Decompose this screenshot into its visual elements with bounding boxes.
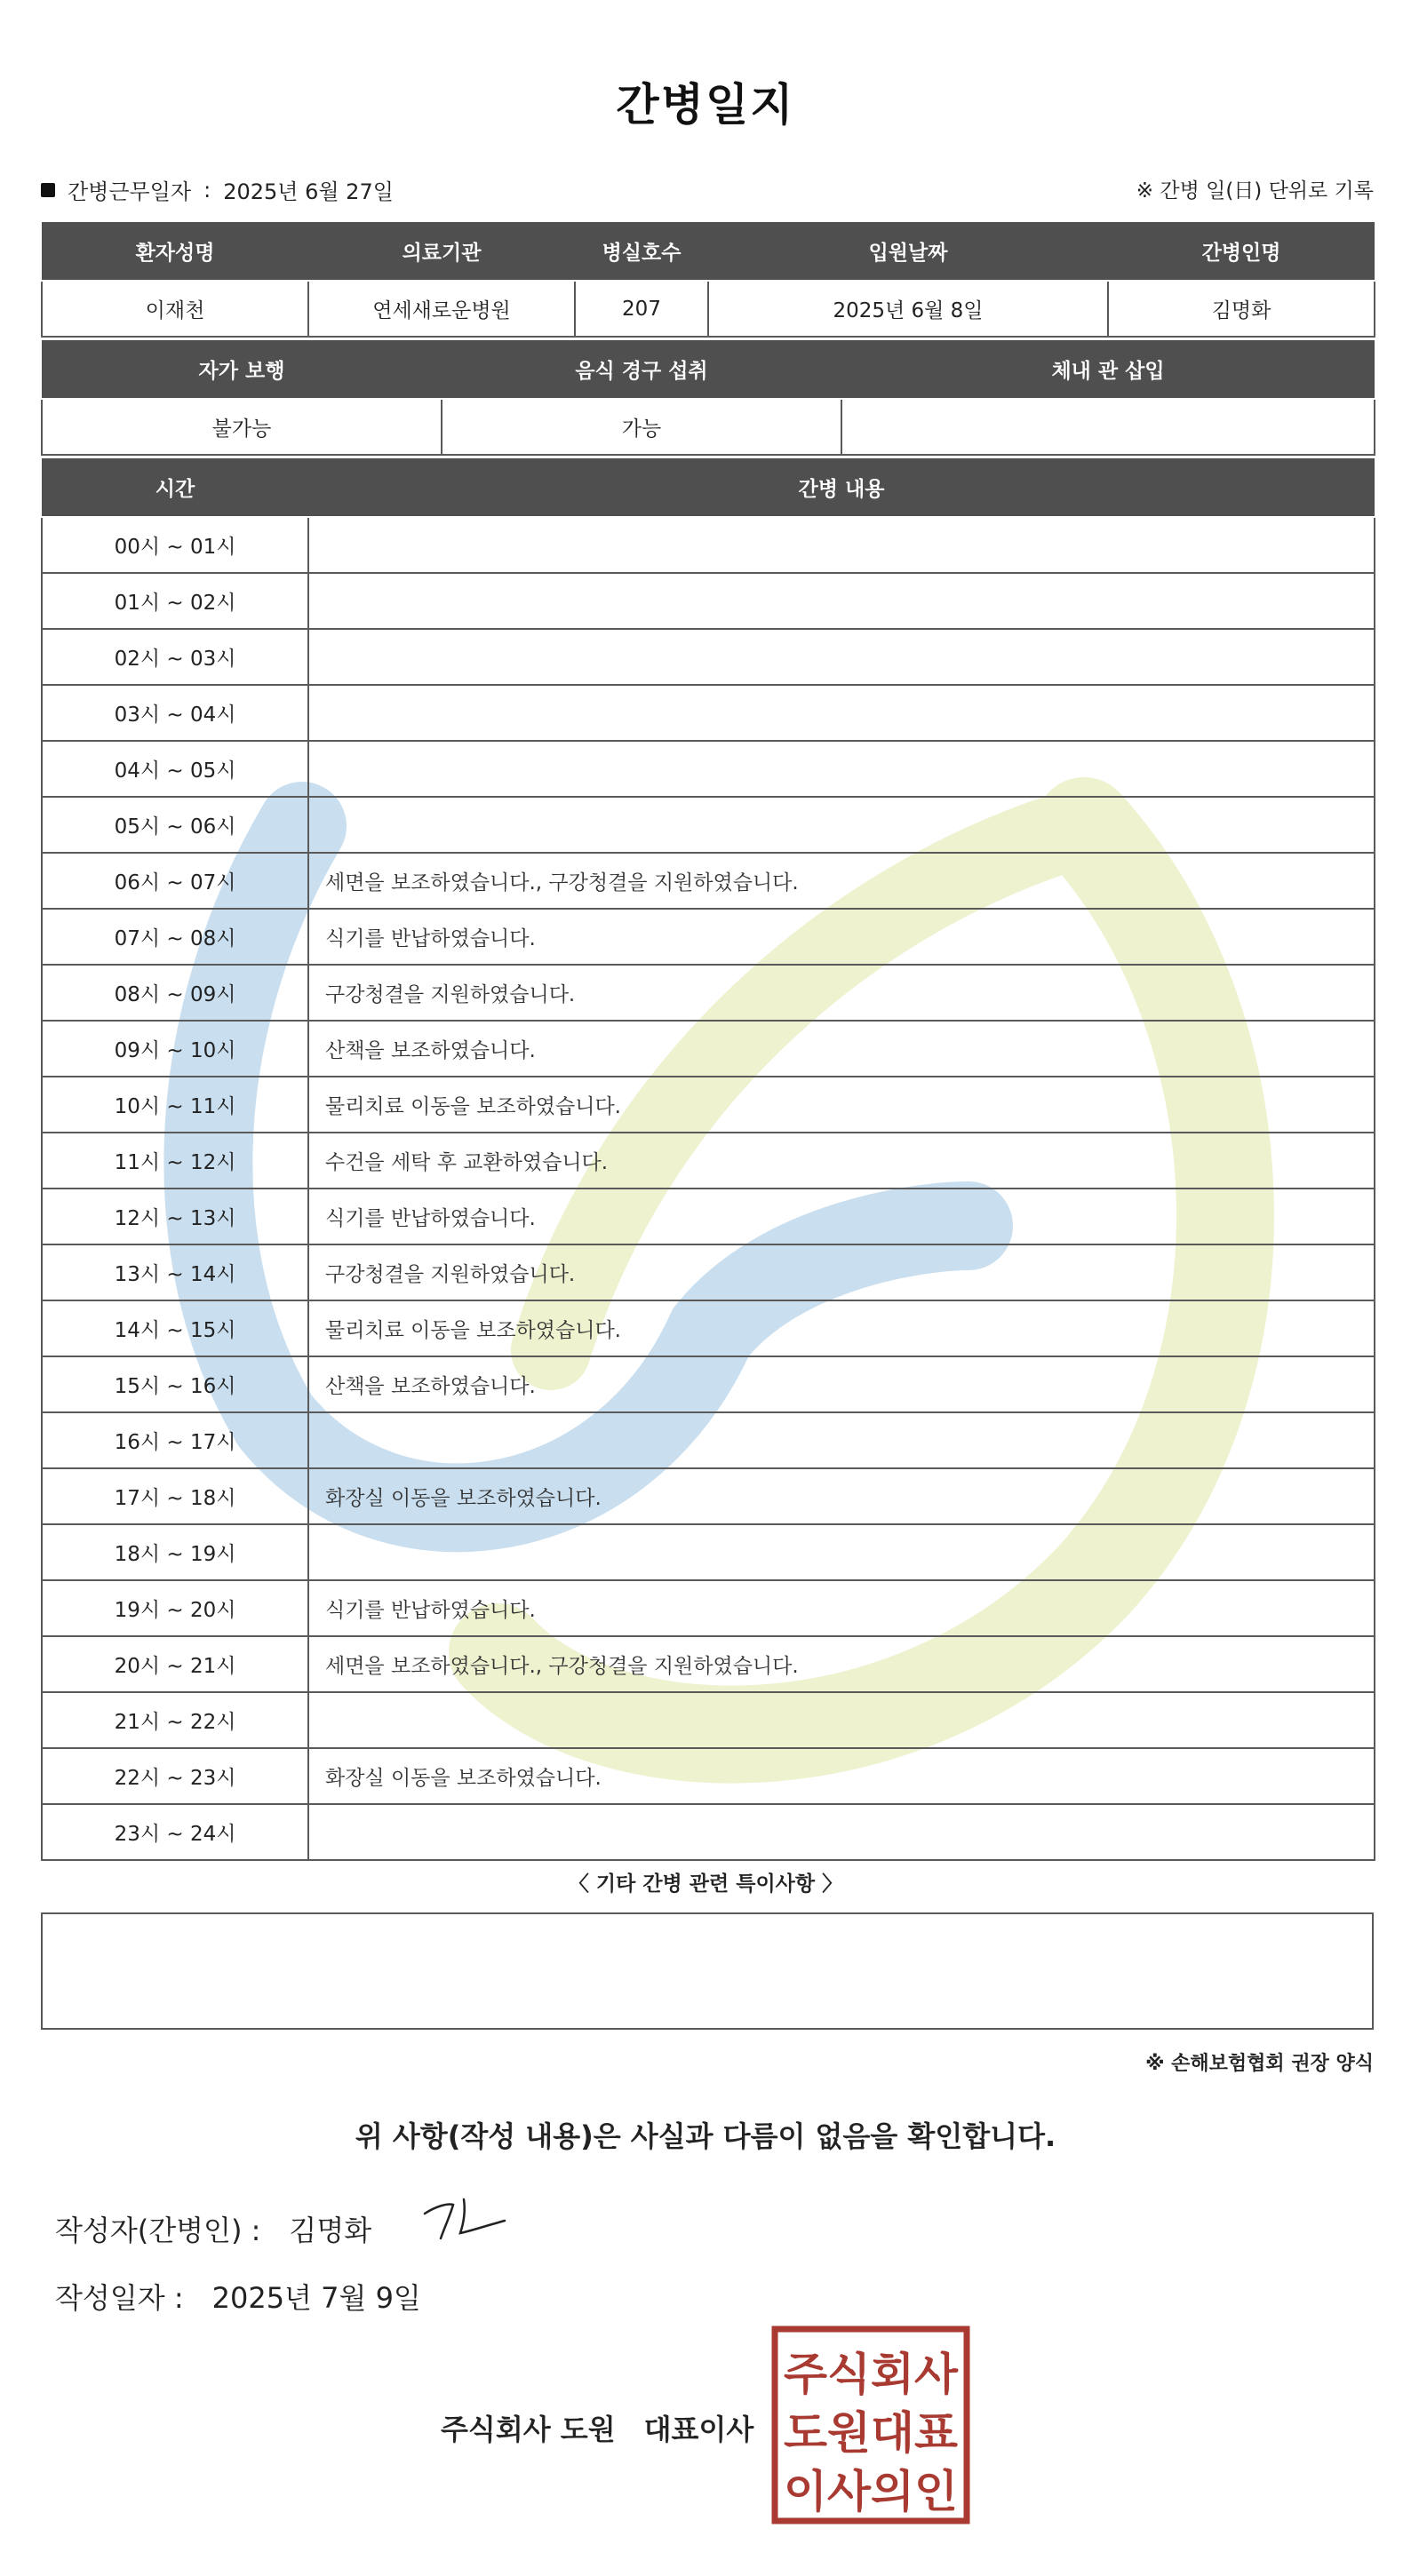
date-value: 2025년 7월 9일	[211, 2281, 421, 2315]
header-patient-name: 환자성명	[42, 221, 308, 281]
admission-date: 2025년 6월 8일	[708, 281, 1108, 337]
header-caregiver: 간병인명	[1108, 221, 1375, 281]
log-row	[42, 629, 1375, 685]
header-room: 병실호수	[575, 221, 708, 281]
log-row	[42, 1524, 1375, 1580]
log-content	[308, 1524, 1375, 1580]
work-date-value: 2025년 6월 27일	[223, 179, 394, 204]
log-content	[308, 573, 1375, 629]
log-content: 산책을 보조하였습니다.	[308, 1021, 1375, 1077]
writer-name: 김명화	[289, 2214, 372, 2247]
written-date-line	[55, 2276, 421, 2317]
bullet-square-icon	[41, 183, 55, 197]
log-time: 17시 ~ 18시	[42, 1468, 308, 1524]
hourly-log-table	[41, 457, 1375, 1861]
log-row	[42, 1244, 1375, 1300]
log-time: 23시 ~ 24시	[42, 1804, 308, 1860]
log-row	[42, 1804, 1375, 1860]
header-admission-date: 입원날짜	[708, 221, 1108, 281]
log-time: 05시 ~ 06시	[42, 797, 308, 853]
hospital-name: 연세새로운병원	[308, 281, 575, 337]
log-row	[42, 517, 1375, 573]
work-date-line	[41, 174, 1374, 210]
log-content	[308, 629, 1375, 685]
log-time: 14시 ~ 15시	[42, 1300, 308, 1356]
log-content: 수건을 세탁 후 교환하였습니다.	[308, 1133, 1375, 1189]
log-row	[42, 853, 1375, 909]
page-title: 간병일지	[616, 79, 795, 131]
log-row	[42, 685, 1375, 741]
log-time: 19시 ~ 20시	[42, 1580, 308, 1636]
log-time: 22시 ~ 23시	[42, 1748, 308, 1804]
log-time: 20시 ~ 21시	[42, 1636, 308, 1692]
log-row	[42, 1692, 1375, 1748]
log-row	[42, 965, 1375, 1021]
log-row	[42, 1748, 1375, 1804]
handwritten-signature	[418, 2187, 515, 2249]
log-content: 화장실 이동을 보조하였습니다.	[308, 1468, 1375, 1524]
log-time: 01시 ~ 02시	[42, 573, 308, 629]
log-time: 02시 ~ 03시	[42, 629, 308, 685]
log-content: 물리치료 이동을 보조하였습니다.	[308, 1077, 1375, 1133]
log-row	[42, 1636, 1375, 1692]
log-content	[308, 1804, 1375, 1860]
log-time: 15시 ~ 16시	[42, 1356, 308, 1412]
patient-status-table	[41, 338, 1375, 456]
log-time: 04시 ~ 05시	[42, 741, 308, 797]
company-line	[441, 2407, 753, 2448]
log-time: 03시 ~ 04시	[42, 685, 308, 741]
log-content: 식기를 반납하였습니다.	[308, 909, 1375, 965]
oral-intake-value: 가능	[442, 399, 841, 455]
company-seal-stamp	[771, 2326, 970, 2524]
log-row	[42, 1412, 1375, 1468]
header-oral-intake: 음식 경구 섭취	[442, 339, 841, 399]
log-content	[308, 517, 1375, 573]
log-content: 세면을 보조하였습니다., 구강청결을 지원하였습니다.	[308, 1636, 1375, 1692]
log-time: 07시 ~ 08시	[42, 909, 308, 965]
log-content: 식기를 반납하였습니다.	[308, 1580, 1375, 1636]
log-content: 세면을 보조하였습니다., 구강청결을 지원하였습니다.	[308, 853, 1375, 909]
log-row	[42, 1468, 1375, 1524]
self-walking-value: 불가능	[42, 399, 442, 455]
svg-text:이사의인: 이사의인	[784, 2466, 958, 2517]
log-content: 산책을 보조하였습니다.	[308, 1356, 1375, 1412]
log-row	[42, 1077, 1375, 1133]
header-self-walking: 자가 보행	[42, 339, 442, 399]
log-time: 11시 ~ 12시	[42, 1133, 308, 1189]
svg-text:도원대표: 도원대표	[784, 2407, 959, 2459]
log-time: 06시 ~ 07시	[42, 853, 308, 909]
log-time: 09시 ~ 10시	[42, 1021, 308, 1077]
patient-name: 이재천	[42, 281, 308, 337]
log-time: 21시 ~ 22시	[42, 1692, 308, 1748]
log-row	[42, 1300, 1375, 1356]
notes-title: 〈 기타 간병 관련 특이사항 〉	[568, 1872, 843, 1896]
recommend-note: ※ 손해보험협회 권장 양식	[1145, 2053, 1374, 2075]
log-row	[42, 1356, 1375, 1412]
log-content	[308, 1692, 1375, 1748]
log-content	[308, 797, 1375, 853]
log-time: 08시 ~ 09시	[42, 965, 308, 1021]
date-label: 작성일자 :	[55, 2281, 184, 2315]
log-row	[42, 1580, 1375, 1636]
log-content	[308, 1412, 1375, 1468]
log-content	[308, 741, 1375, 797]
work-date-label: 간병근무일자	[68, 179, 192, 204]
log-time: 00시 ~ 01시	[42, 517, 308, 573]
unit-note: ※ 간병 일(日) 단위로 기록	[1136, 179, 1374, 203]
log-time: 16시 ~ 17시	[42, 1412, 308, 1468]
log-time: 18시 ~ 19시	[42, 1524, 308, 1580]
room-number: 207	[575, 281, 708, 337]
log-time: 12시 ~ 13시	[42, 1189, 308, 1244]
log-row	[42, 741, 1375, 797]
confirm-statement: 위 사항(작성 내용)은 사실과 다름이 없음을 확인합니다.	[355, 2119, 1056, 2153]
work-date-separator: :	[203, 177, 211, 203]
company-name: 주식회사 도원	[441, 2413, 616, 2446]
svg-text:주식회사: 주식회사	[784, 2349, 959, 2400]
log-row	[42, 1189, 1375, 1244]
log-time: 10시 ~ 11시	[42, 1077, 308, 1133]
log-time: 13시 ~ 14시	[42, 1244, 308, 1300]
log-row	[42, 573, 1375, 629]
caregiver-name: 김명화	[1108, 281, 1375, 337]
log-content: 식기를 반납하였습니다.	[308, 1189, 1375, 1244]
header-time: 시간	[42, 457, 308, 517]
log-row	[42, 909, 1375, 965]
writer-line	[55, 2208, 371, 2249]
company-title: 대표이사	[643, 2413, 754, 2446]
log-content: 물리치료 이동을 보조하였습니다.	[308, 1300, 1375, 1356]
patient-info-table	[41, 220, 1375, 338]
notes-box	[41, 1912, 1374, 2030]
log-content: 구강청결을 지원하였습니다.	[308, 1244, 1375, 1300]
header-tube-insertion: 체내 관 삽입	[841, 339, 1375, 399]
header-care-content: 간병 내용	[308, 457, 1375, 517]
log-row	[42, 797, 1375, 853]
log-content: 구강청결을 지원하였습니다.	[308, 965, 1375, 1021]
log-row	[42, 1021, 1375, 1077]
writer-label: 작성자(간병인) :	[55, 2214, 261, 2247]
tube-insertion-value	[841, 399, 1375, 455]
log-content: 화장실 이동을 보조하였습니다.	[308, 1748, 1375, 1804]
log-row	[42, 1133, 1375, 1189]
log-content	[308, 685, 1375, 741]
header-hospital: 의료기관	[308, 221, 575, 281]
